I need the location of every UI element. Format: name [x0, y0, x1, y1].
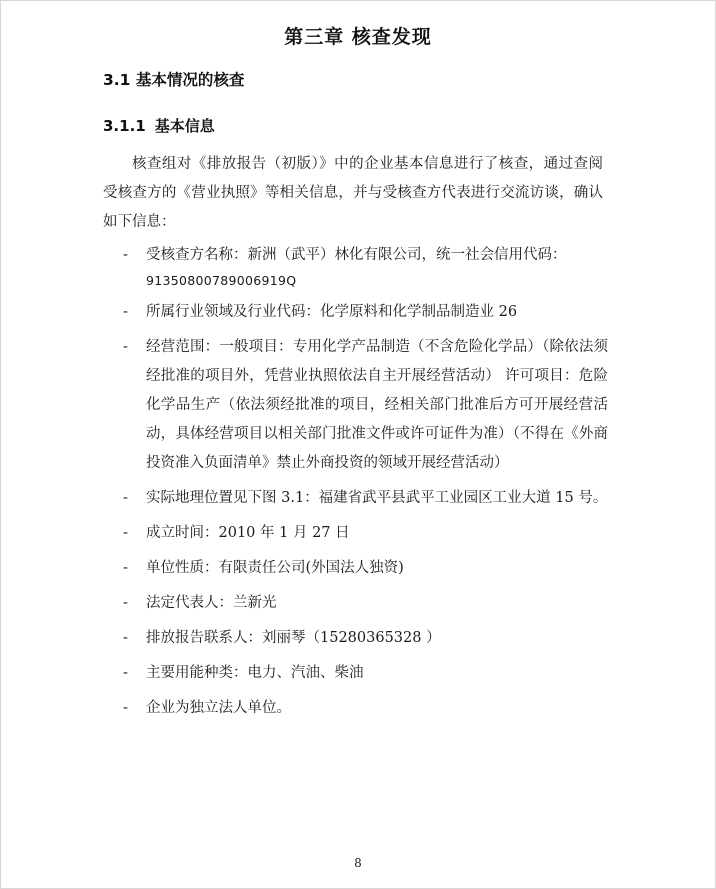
list-item-contact	[103, 624, 608, 653]
subsection-heading	[103, 115, 215, 136]
list-item-founded	[103, 519, 608, 548]
section-title: 基本情况的核查	[135, 71, 245, 89]
section-number: 3.1	[103, 71, 131, 89]
intro-paragraph: 核查组对《排放报告（初版）》中的企业基本信息进行了核查，通过查阅受核查方的《营业执照》等相关信息，并与受核查方代表进行交流访谈，确认如下信息：	[103, 156, 603, 230]
list-item-company-name	[103, 241, 608, 292]
chapter-title: 第三章 核查发现	[284, 26, 432, 48]
item-text: 法定代表人：兰新光	[146, 595, 277, 611]
subsection-number: 3.1.1	[103, 117, 146, 135]
item-text: 经营范围：一般项目：专用化学产品制造（不含危险化学品）（除依法须经批准的项目外，凭营业执照依法自主开展经营活动） 许可项目：危险化学品生产（依法须经批准的项目，经相关部门批准后方可开展经营活动，具体经营项目以相关部门批准文件或许可证件为准）（不得在《外商投资准入负面清单》禁止外商投资的领域开展经营活动）	[146, 339, 608, 471]
bullet-dash: -	[123, 247, 128, 263]
credit-code: 91350800789006919Q	[146, 273, 297, 288]
bullet-dash: -	[123, 304, 128, 320]
item-text: 受核查方名称：新洲（武平）林化有限公司，统一社会信用代码：	[146, 247, 567, 263]
list-item-industry	[103, 298, 608, 327]
item-text: 单位性质：有限责任公司(外国法人独资)	[146, 560, 404, 576]
bullet-dash: -	[123, 560, 128, 576]
list-item-energy-types	[103, 659, 608, 688]
list-item-legal-rep	[103, 589, 608, 618]
item-text: 成立时间：2010 年 1 月 27 日	[146, 525, 350, 541]
page-number: 8	[354, 856, 362, 870]
bullet-dash: -	[123, 665, 128, 681]
basic-info-list	[103, 241, 608, 729]
list-item-location	[103, 484, 608, 513]
subsection-title: 基本信息	[154, 117, 215, 135]
list-item-company-type	[103, 554, 608, 583]
list-item-business-scope	[103, 333, 608, 478]
list-item-legal-entity	[103, 694, 608, 723]
bullet-dash: -	[123, 700, 128, 716]
bullet-dash: -	[123, 630, 128, 646]
item-text: 主要用能种类：电力、汽油、柴油	[146, 665, 364, 681]
item-text: 实际地理位置见下图 3.1：福建省武平县武平工业园区工业大道 15 号。	[146, 490, 608, 506]
item-text: 企业为独立法人单位。	[146, 700, 291, 716]
section-heading	[103, 68, 244, 90]
bullet-dash: -	[123, 490, 128, 506]
bullet-dash: -	[123, 525, 128, 541]
item-text: 排放报告联系人：刘丽琴（15280365328 ）	[146, 630, 441, 646]
bullet-dash: -	[123, 339, 128, 355]
bullet-dash: -	[123, 595, 128, 611]
item-text: 所属行业领域及行业代码：化学原料和化学制品制造业 26	[146, 304, 518, 320]
